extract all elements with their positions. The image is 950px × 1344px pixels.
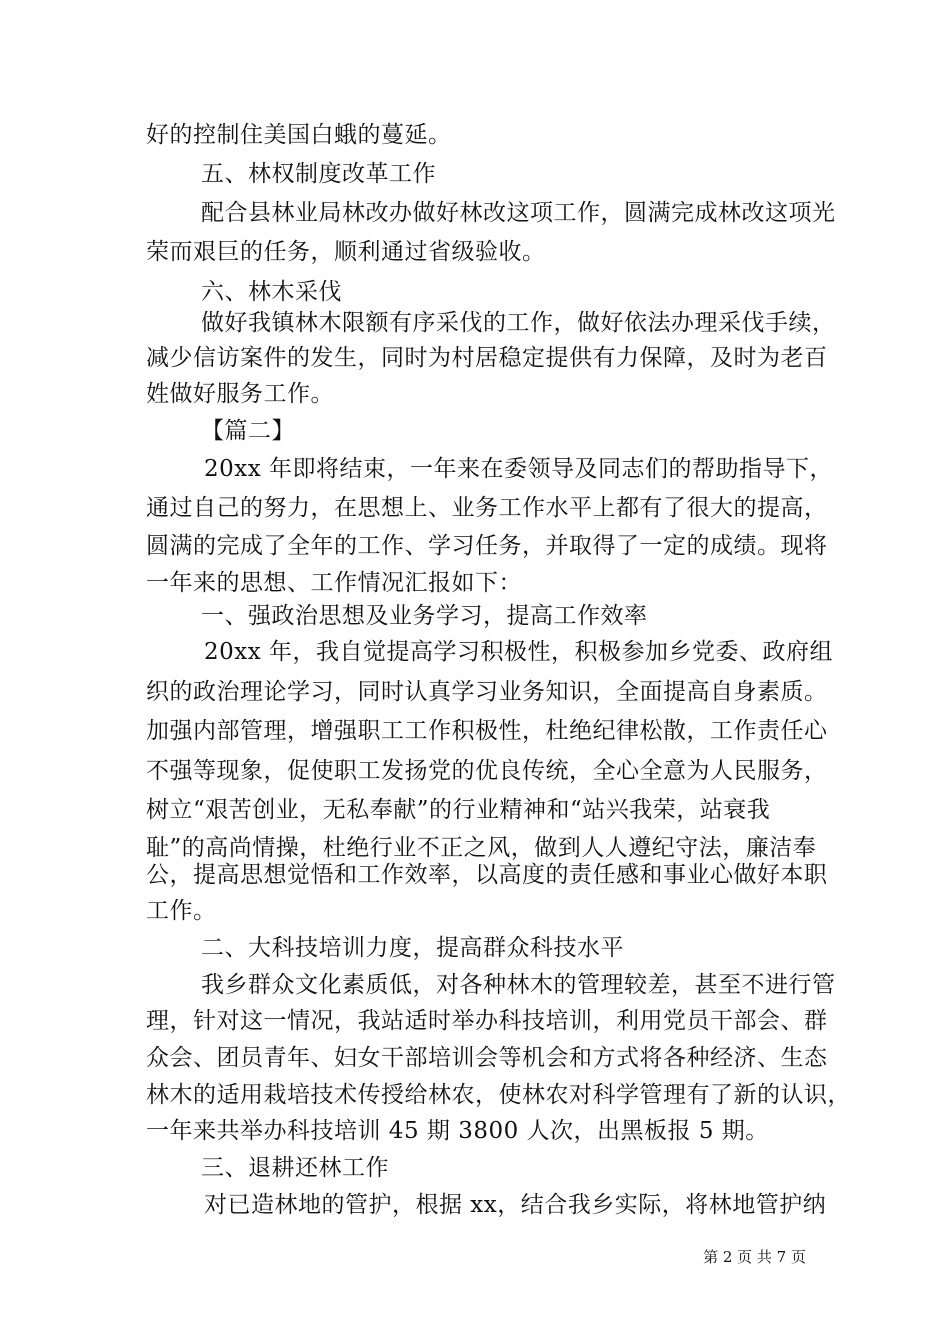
text-line-4: 荣而艰巨的任务，顺利通过省级验收。 bbox=[146, 239, 546, 265]
section-heading-3: 三、退耕还林工作 bbox=[201, 1155, 389, 1181]
page-number-footer: 第 2 页 共 7 页 bbox=[703, 1248, 806, 1266]
section-heading-1: 一、强政治思想及业务学习，提高工作效率 bbox=[201, 603, 648, 629]
text-line-21: 公，提高思想觉悟和工作效率，以高度的责任感和事业心做好本职 bbox=[146, 862, 828, 888]
section-heading-2: 二、大科技培训力度，提高群众科技水平 bbox=[201, 935, 624, 961]
text-line-11: 通过自己的努力，在思想上、业务工作水平上都有了很大的提高， bbox=[146, 495, 828, 521]
text-line-7: 减少信访案件的发生，同时为村居稳定提供有力保障，及时为老百 bbox=[146, 345, 828, 371]
text-line-1: 好的控制住美国白蛾的蔓延。 bbox=[146, 122, 452, 148]
text-line-3: 配合县林业局林改办做好林改这项工作，圆满完成林改这项光 bbox=[201, 200, 836, 226]
text-line-20: 耻”的高尚情操，杜绝行业不正之风，做到人人遵纪守法，廉洁奉 bbox=[146, 835, 817, 861]
text-line-18: 不强等现象，促使职工发扬党的优良传统，全心全意为人民服务， bbox=[146, 758, 828, 784]
text-line-12: 圆满的完成了全年的工作、学习任务，并取得了一定的成绩。现将 bbox=[146, 533, 828, 559]
text-line-28: 一年来共举办科技培训 45 期 3800 人次，出黑板报 5 期。 bbox=[146, 1118, 769, 1144]
section-heading-6: 六、林木采伐 bbox=[201, 279, 342, 305]
text-line-17: 加强内部管理，增强职工工作积极性，杜绝纪律松散，工作责任心 bbox=[146, 718, 828, 744]
text-line-16: 织的政治理论学习，同时认真学习业务知识，全面提高自身素质。 bbox=[146, 679, 828, 705]
text-line-6: 做好我镇林木限额有序采伐的工作，做好依法办理采伐手续， bbox=[201, 310, 836, 336]
text-line-27: 林木的适用栽培技术传授给林农，使林农对科学管理有了新的认识， bbox=[146, 1082, 851, 1108]
part-two-heading: 【篇二】 bbox=[201, 418, 295, 444]
text-line-25: 理，针对这一情况，我站适时举办科技培训，利用党员干部会、群 bbox=[146, 1008, 828, 1034]
section-heading-5: 五、林权制度改革工作 bbox=[201, 161, 436, 187]
text-line-10: 20xx 年即将结束，一年来在委领导及同志们的帮助指导下， bbox=[204, 456, 834, 482]
text-line-26: 众会、团员青年、妇女干部培训会等机会和方式将各种经济、生态 bbox=[146, 1045, 828, 1071]
text-line-15: 20xx 年，我自觉提高学习积极性，积极参加乡党委、政府组 bbox=[204, 639, 834, 665]
text-line-22: 工作。 bbox=[146, 898, 217, 924]
text-line-19: 树立“艰苦创业，无私奉献”的行业精神和“站兴我荣，站衰我 bbox=[146, 797, 771, 823]
text-line-24: 我乡群众文化素质低，对各种林木的管理较差，甚至不进行管 bbox=[201, 972, 836, 998]
text-line-30: 对已造林地的管护，根据 xx，结合我乡实际，将林地管护纳 bbox=[204, 1192, 827, 1218]
text-line-13: 一年来的思想、工作情况汇报如下： bbox=[146, 570, 522, 596]
text-line-8: 姓做好服务工作。 bbox=[146, 381, 334, 407]
